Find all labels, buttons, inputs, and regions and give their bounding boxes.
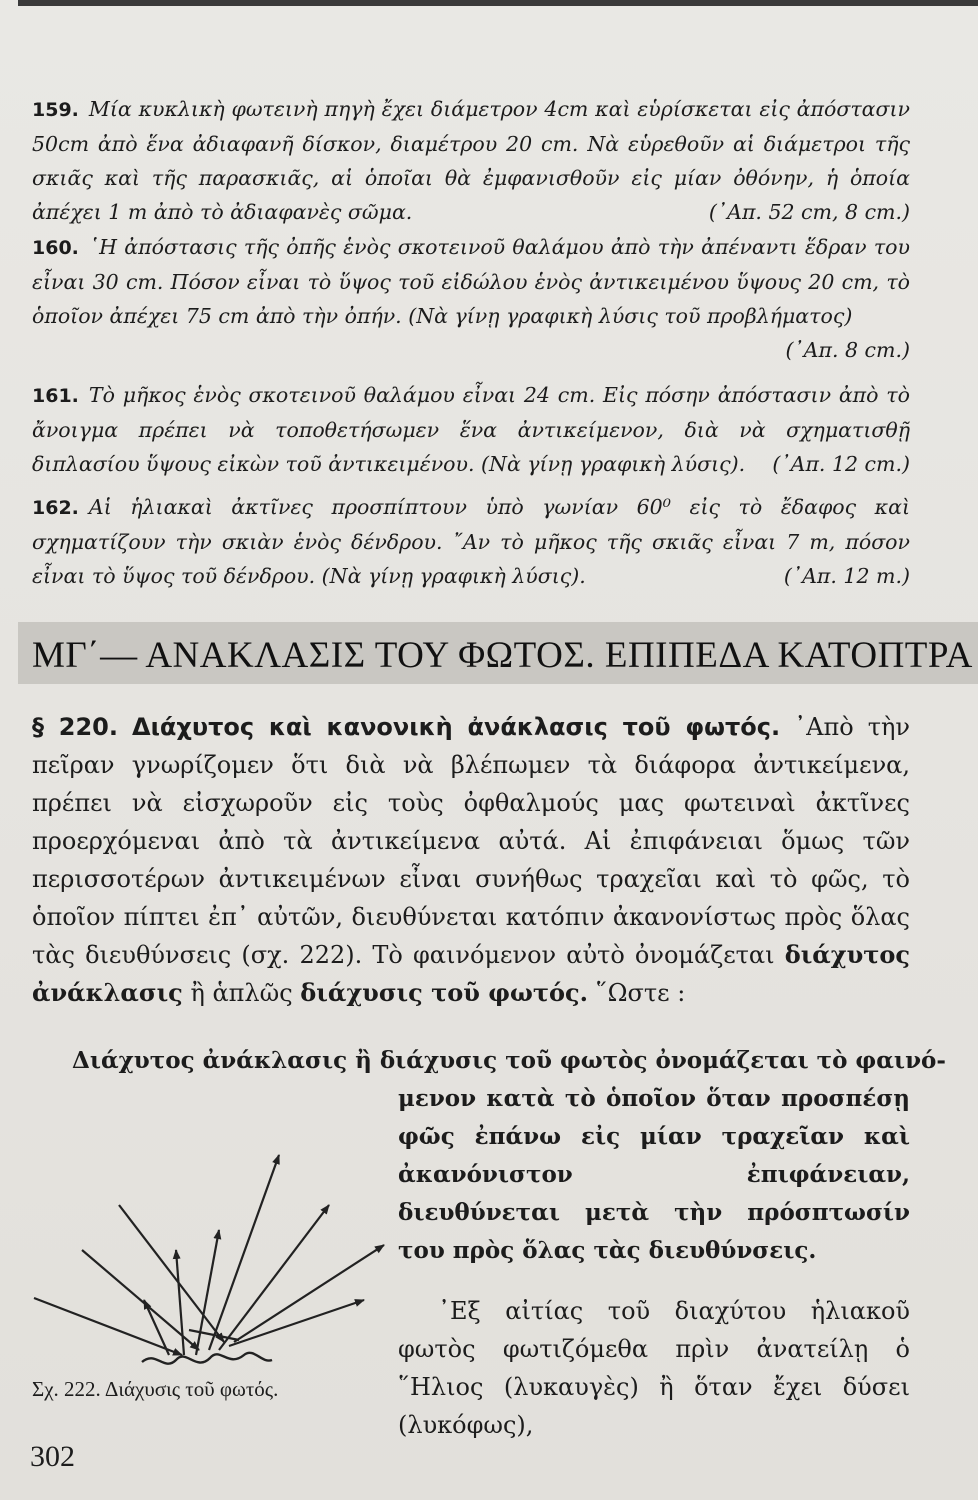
problem-answer: (᾿Απ. 52 cm, 8 cm.) bbox=[708, 200, 910, 224]
term-diffusion: διάχυσις τοῦ φωτός. bbox=[300, 978, 588, 1007]
problem-number: 159. bbox=[32, 99, 79, 121]
problem-text: Μία κυκλικὴ φωτεινὴ πηγὴ ἔχει διάμετρον 4cm καὶ εὑρίσκεται εἰς ἀπόστασιν 50cm ἀπὸ ἕνα ἀδιαφανῆ δίσκον, διαμέτρου 20 cm. Νὰ εὑρεθοῦν αἱ διάμετροι τῆς σκιᾶς καὶ τῆς παρασκιᾶς, αἱ ὁποῖαι θὰ ἐμφανισθοῦν εἰς μίαν ὀθόνην, ἡ ὁποία ἀπέχει 1 m ἀπὸ τὸ ἀδιαφανὲς σῶμα. bbox=[32, 97, 910, 224]
rough-surface bbox=[142, 1353, 272, 1364]
section-text-3: ῞Ωστε : bbox=[595, 979, 686, 1007]
section-title: Διάχυτος καὶ κανονικὴ ἀνάκλασις τοῦ φωτός. bbox=[132, 713, 781, 741]
problem-159 bbox=[32, 92, 910, 229]
problem-number: 161. bbox=[32, 385, 79, 407]
incident-rays bbox=[34, 1205, 224, 1355]
reflected-rays bbox=[144, 1155, 384, 1355]
problem-number: 162. bbox=[32, 497, 79, 519]
section-paragraph bbox=[32, 708, 910, 1012]
figure-caption: Σχ. 222. Διάχυσις τοῦ φωτός. bbox=[32, 1377, 279, 1401]
section-number: § 220. bbox=[32, 713, 118, 741]
definition-first-line: Διάχυτος ἀνάκλασις ἢ διάχυσις τοῦ φωτὸς ὀνομάζεται τὸ φαινό- bbox=[72, 1047, 946, 1074]
chapter-heading: ΜΓ΄— ΑΝΑΚΛΑΣΙΣ ΤΟΥ ΦΩΤΟΣ. ΕΠΙΠΕΔΑ ΚΑΤΟΠΤΡΑ bbox=[32, 635, 973, 676]
diffusion-figure bbox=[24, 1150, 394, 1370]
problem-answer: (᾿Απ. 12 m.) bbox=[783, 564, 910, 588]
continuation-paragraph bbox=[398, 1292, 910, 1444]
problem-162 bbox=[32, 490, 910, 593]
problem-text: Αἱ ἡλιακαὶ ἀκτῖνες προσπίπτουν ὑπὸ γωνίαν 60⁰ εἰς τὸ ἔδαφος καὶ σχηματίζουν τὴν σκιὰν ἑνὸς δένδρου. ῎Αν τὸ μῆκος τῆς σκιᾶς εἶναι 7 m, πόσον εἶναι τὸ ὕψος τοῦ δένδρου. (Νὰ γίνῃ γραφικὴ λύσις). bbox=[32, 495, 910, 588]
problem-number: 160. bbox=[32, 237, 79, 259]
term-diffuse-reflection: διάχυτος ἀνάκλασις bbox=[32, 940, 910, 1007]
problem-161 bbox=[32, 378, 910, 481]
problem-text: ῾Η ἀπόστασις τῆς ὀπῆς ἑνὸς σκοτεινοῦ θαλάμου ἀπὸ τὴν ἀπέναντι ἕδραν του εἶναι 30 cm. Πόσον εἶναι τὸ ὕψος τοῦ εἰδώλου ἑνὸς ἀντικειμένου ὕψους 20 cm, τὸ ὁποῖον ἀπέχει 75 cm ἀπὸ τὴν ὀπήν. (Νὰ γίνῃ γραφικὴ λύσις τοῦ προβλήματος) bbox=[32, 235, 910, 328]
definition-rest: μενον κατὰ τὸ ὁποῖον ὅταν προσπέσῃ φῶς ἐπάνω εἰς μίαν τραχεῖαν καὶ ἀκανόνιστον ἐπιφάνειαν, διευθύνεται μετὰ τὴν πρόσπτωσίν του πρὸς ὅλας τὰς διευθύνσεις. bbox=[398, 1085, 910, 1264]
page-number: 302 bbox=[30, 1440, 75, 1473]
section-text-1: ᾿Απὸ τὴν πεῖραν γνωρίζομεν ὅτι διὰ νὰ βλέπωμεν τὰ διάφορα ἀντικείμενα, πρέπει νὰ εἰσχωροῦν εἰς τοὺς ὀφθαλμούς μας φωτειναὶ ἀκτῖνες προερχόμεναι ἀπὸ τὰ ἀντικείμενα αὐτά. Αἱ ἐπιφάνειαι ὅμως τῶν περισσοτέρων ἀντικειμένων εἶναι συνήθως τραχεῖαι καὶ τὸ φῶς, τὸ ὁποῖον πίπτει ἐπ᾿ αὐτῶν, διευθύνεται κατόπιν ἀκανονίστως πρὸς ὅλας τὰς διευθύνσεις (σχ. 222). Τὸ φαινόμενον αὐτὸ ὀνομάζεται bbox=[32, 713, 910, 969]
section-text-2: ἢ ἁπλῶς bbox=[190, 979, 293, 1007]
problem-answer: (᾿Απ. 12 cm.) bbox=[772, 452, 910, 476]
problem-text: Τὸ μῆκος ἑνὸς σκοτεινοῦ θαλάμου εἶναι 24 cm. Εἰς πόσην ἀπόστασιν ἀπὸ τὸ ἄνοιγμα πρέπει νὰ τοποθετήσωμεν ἕνα ἀντικείμενον, διὰ νὰ σχηματισθῇ διπλασίου ὕψους εἰκὼν τοῦ ἀντικειμένου. (Νὰ γίνῃ γραφικὴ λύσις). bbox=[32, 383, 910, 476]
problem-answer: (᾿Απ. 8 cm.) bbox=[785, 338, 910, 362]
continuation-text: ᾿Εξ αἰτίας τοῦ διαχύτου ἡλιακοῦ φωτὸς φωτιζόμεθα πρὶν ἀνατείλῃ ὁ ῞Ηλιος (λυκαυγὲς) ἢ ὅταν ἔχει δύσει (λυκόφως), bbox=[398, 1297, 910, 1439]
problem-160 bbox=[32, 230, 910, 367]
top-edge-line bbox=[18, 0, 978, 6]
